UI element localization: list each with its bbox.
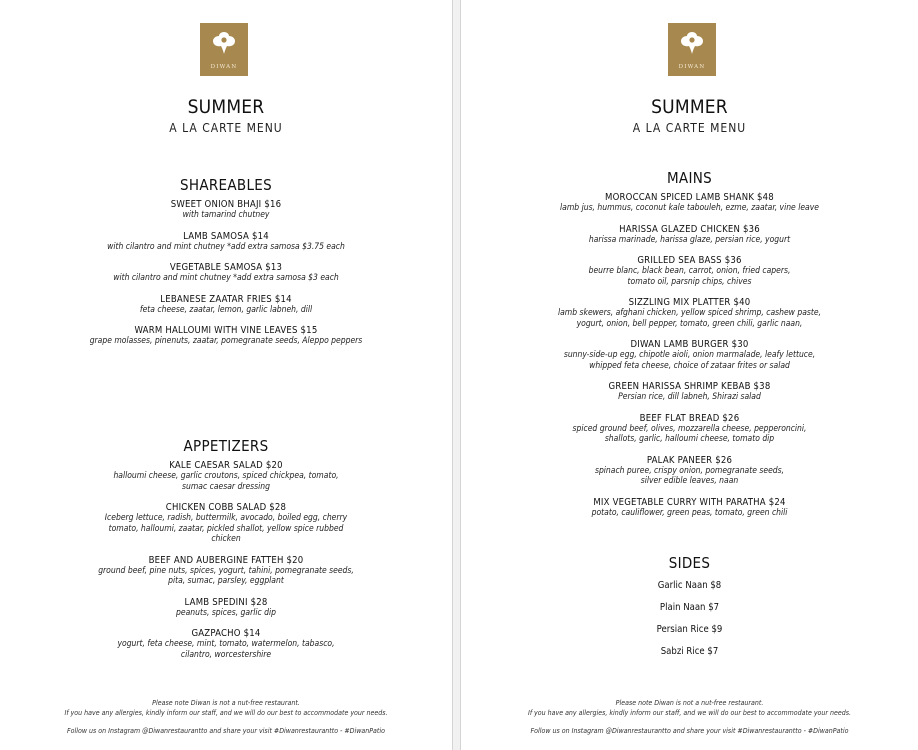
menu-item-description: spinach puree, crispy onion, pomegranate seeds, silver edible leaves, naan [594,465,785,486]
menu-item-description: yogurt, feta cheese, mint, tomato, watermelon, tabasco, cilantro, worcestershire [117,639,335,660]
nut-free-note: Please note Diwan is not a nut-free restaurant. [152,699,300,707]
diwan-logo [668,23,716,76]
side-item: Persian Rice $9 [656,624,723,635]
menu-subtitle: A LA CARTE MENU [169,121,283,135]
menu-item [461,192,918,214]
menu-item [0,262,452,284]
menu-item-name: HARISSA GLAZED CHICKEN $36 [619,223,760,235]
menu-item-name: WARM HALLOUMI WITH VINE LEAVES $15 [134,325,318,336]
menu-item-description: harissa marinade, harissa glaze, persian rice, yogurt [588,234,791,245]
menu-header [461,97,918,135]
menu-footer [0,698,452,736]
menu-item [0,231,452,253]
shareables-section [0,176,452,357]
menu-item-description: lamb jus, hummus, coconut kale tabouleh, ezme, zaatar, vine leave [560,203,819,213]
menu-page-right [461,0,918,750]
menu-item-name: MIX VEGETABLE CURRY WITH PARATHA $24 [593,496,786,508]
menu-item [461,455,918,487]
menu-item-name: LAMB SAMOSA $14 [183,230,269,242]
menu-item-description: with cilantro and mint chutney *add extra samosa $3 each [113,273,339,283]
menu-item-name: LEBANESE ZAATAR FRIES $14 [160,293,292,305]
menu-header [0,97,452,135]
menu-item-name: GREEN HARISSA SHRIMP KEBAB $38 [608,381,771,392]
side-item: Sabzi Rice $7 [660,646,719,657]
appetizers-section [0,437,452,670]
menu-item [0,628,452,660]
menu-item [0,597,452,619]
section-heading: MAINS [666,169,712,187]
menu-item-name: LAMB SPEDINI $28 [184,596,268,608]
nut-free-note: Please note Diwan is not a nut-free restaurant. [615,699,764,707]
menu-item-description: halloumi cheese, garlic croutons, spiced chickpea, tomato, sumac caesar dressing [113,471,339,492]
flower-logo-icon [211,30,237,56]
menu-item [461,339,918,371]
side-item: Plain Naan $7 [659,602,720,613]
allergy-note: If you have any allergies, kindly inform our staff, and we will do our best to accommodate your needs. [64,709,388,717]
menu-item-name: PALAK PANEER $26 [646,454,733,466]
menu-item-description: potato, cauliflower, green peas, tomato, green chili [591,507,788,518]
menu-subtitle: A LA CARTE MENU [632,121,747,135]
menu-item [461,381,918,403]
menu-item [461,413,918,445]
menu-item [461,224,918,246]
instagram-note: Follow us on Instagram @Diwanrestaurantto and share your visit #Diwanrestaurantto - #DiwanPatio [67,727,385,735]
menu-item [461,255,918,287]
menu-item-description: Persian rice, dill labneh, Shirazi salad [618,392,761,402]
menu-item [0,199,452,221]
menu-item [0,325,452,347]
flower-logo-icon [679,30,705,56]
menu-title: SUMMER [651,96,728,118]
logo-wordmark: DIWAN [210,64,238,70]
menu-item-description: with cilantro and mint chutney *add extra samosa $3.75 each [107,241,345,252]
diwan-logo [200,23,248,76]
menu-item [0,555,452,587]
menu-item [0,460,452,492]
section-heading: SIDES [668,554,711,572]
mains-section [461,169,918,528]
menu-item-name: CHICKEN COBB SALAD $28 [165,502,287,513]
menu-item-description: spiced ground beef, olives, mozzarella cheese, pepperoncini, shallots, garlic, halloumi cheese, tomato dip [572,423,807,444]
page-gutter [452,0,461,750]
menu-item [0,294,452,316]
menu-item-description: peanuts, spices, garlic dip [176,607,276,618]
menu-item-description: with tamarind chutney [182,210,270,220]
menu-item-description: grape molasses, pinenuts, zaatar, pomegranate seeds, Aleppo peppers [89,336,363,346]
menu-page-left [0,0,452,750]
menu-item-name: DIWAN LAMB BURGER $30 [630,339,749,350]
menu-item-name: SWEET ONION BHAJI $16 [170,199,282,210]
menu-title: SUMMER [187,96,265,118]
menu-item-name: BEEF AND AUBERGINE FATTEH $20 [148,554,304,566]
menu-item-description: beurre blanc, black bean, carrot, onion, fried capers, tomato oil, parsnip chips, chives [588,266,791,287]
menu-footer [461,698,918,736]
menu-item-name: BEEF FLAT BREAD $26 [639,412,740,424]
menu-item-description: Iceberg lettuce, radish, buttermilk, avocado, boiled egg, cherry tomato, halloumi, zaatar, pickled shallot, yellow spice rubbed chicken [104,513,348,544]
menu-item-name: SIZZLING MIX PLATTER $40 [628,297,751,308]
menu-item [0,502,452,545]
menu-item-description: lamb skewers, afghani chicken, yellow spiced shrimp, cashew paste, yogurt, onion, bell pepper, tomato, green chili, garlic naan, [557,308,822,329]
menu-item-name: KALE CAESAR SALAD $20 [169,460,283,471]
section-heading: APPETIZERS [183,437,269,455]
menu-item-name: GRILLED SEA BASS $36 [637,255,742,266]
side-item: Garlic Naan $8 [657,580,722,591]
menu-item [461,497,918,519]
section-heading: SHAREABLES [180,176,272,194]
instagram-note: Follow us on Instagram @Diwanrestaurantto and share your visit #Diwanrestaurantto - #DiwanPatio [530,727,849,735]
allergy-note: If you have any allergies, kindly inform our staff, and we will do our best to accommodate your needs. [527,709,851,717]
menu-item [461,297,918,329]
menu-item-name: GAZPACHO $14 [191,628,261,639]
menu-item-description: ground beef, pine nuts, spices, yogurt, tahini, pomegranate seeds, pita, sumac, parsley, eggplant [98,565,354,586]
menu-item-description: feta cheese, zaatar, lemon, garlic labneh, dill [139,304,313,315]
sides-section [461,554,918,668]
menu-item-name: MOROCCAN SPICED LAMB SHANK $48 [605,192,774,203]
menu-item-name: VEGETABLE SAMOSA $13 [169,262,283,273]
logo-wordmark: DIWAN [678,64,706,70]
menu-item-description: sunny-side-up egg, chipotle aioli, onion marmalade, leafy lettuce, whipped feta cheese, choice of zataar frites or salad [563,350,816,371]
